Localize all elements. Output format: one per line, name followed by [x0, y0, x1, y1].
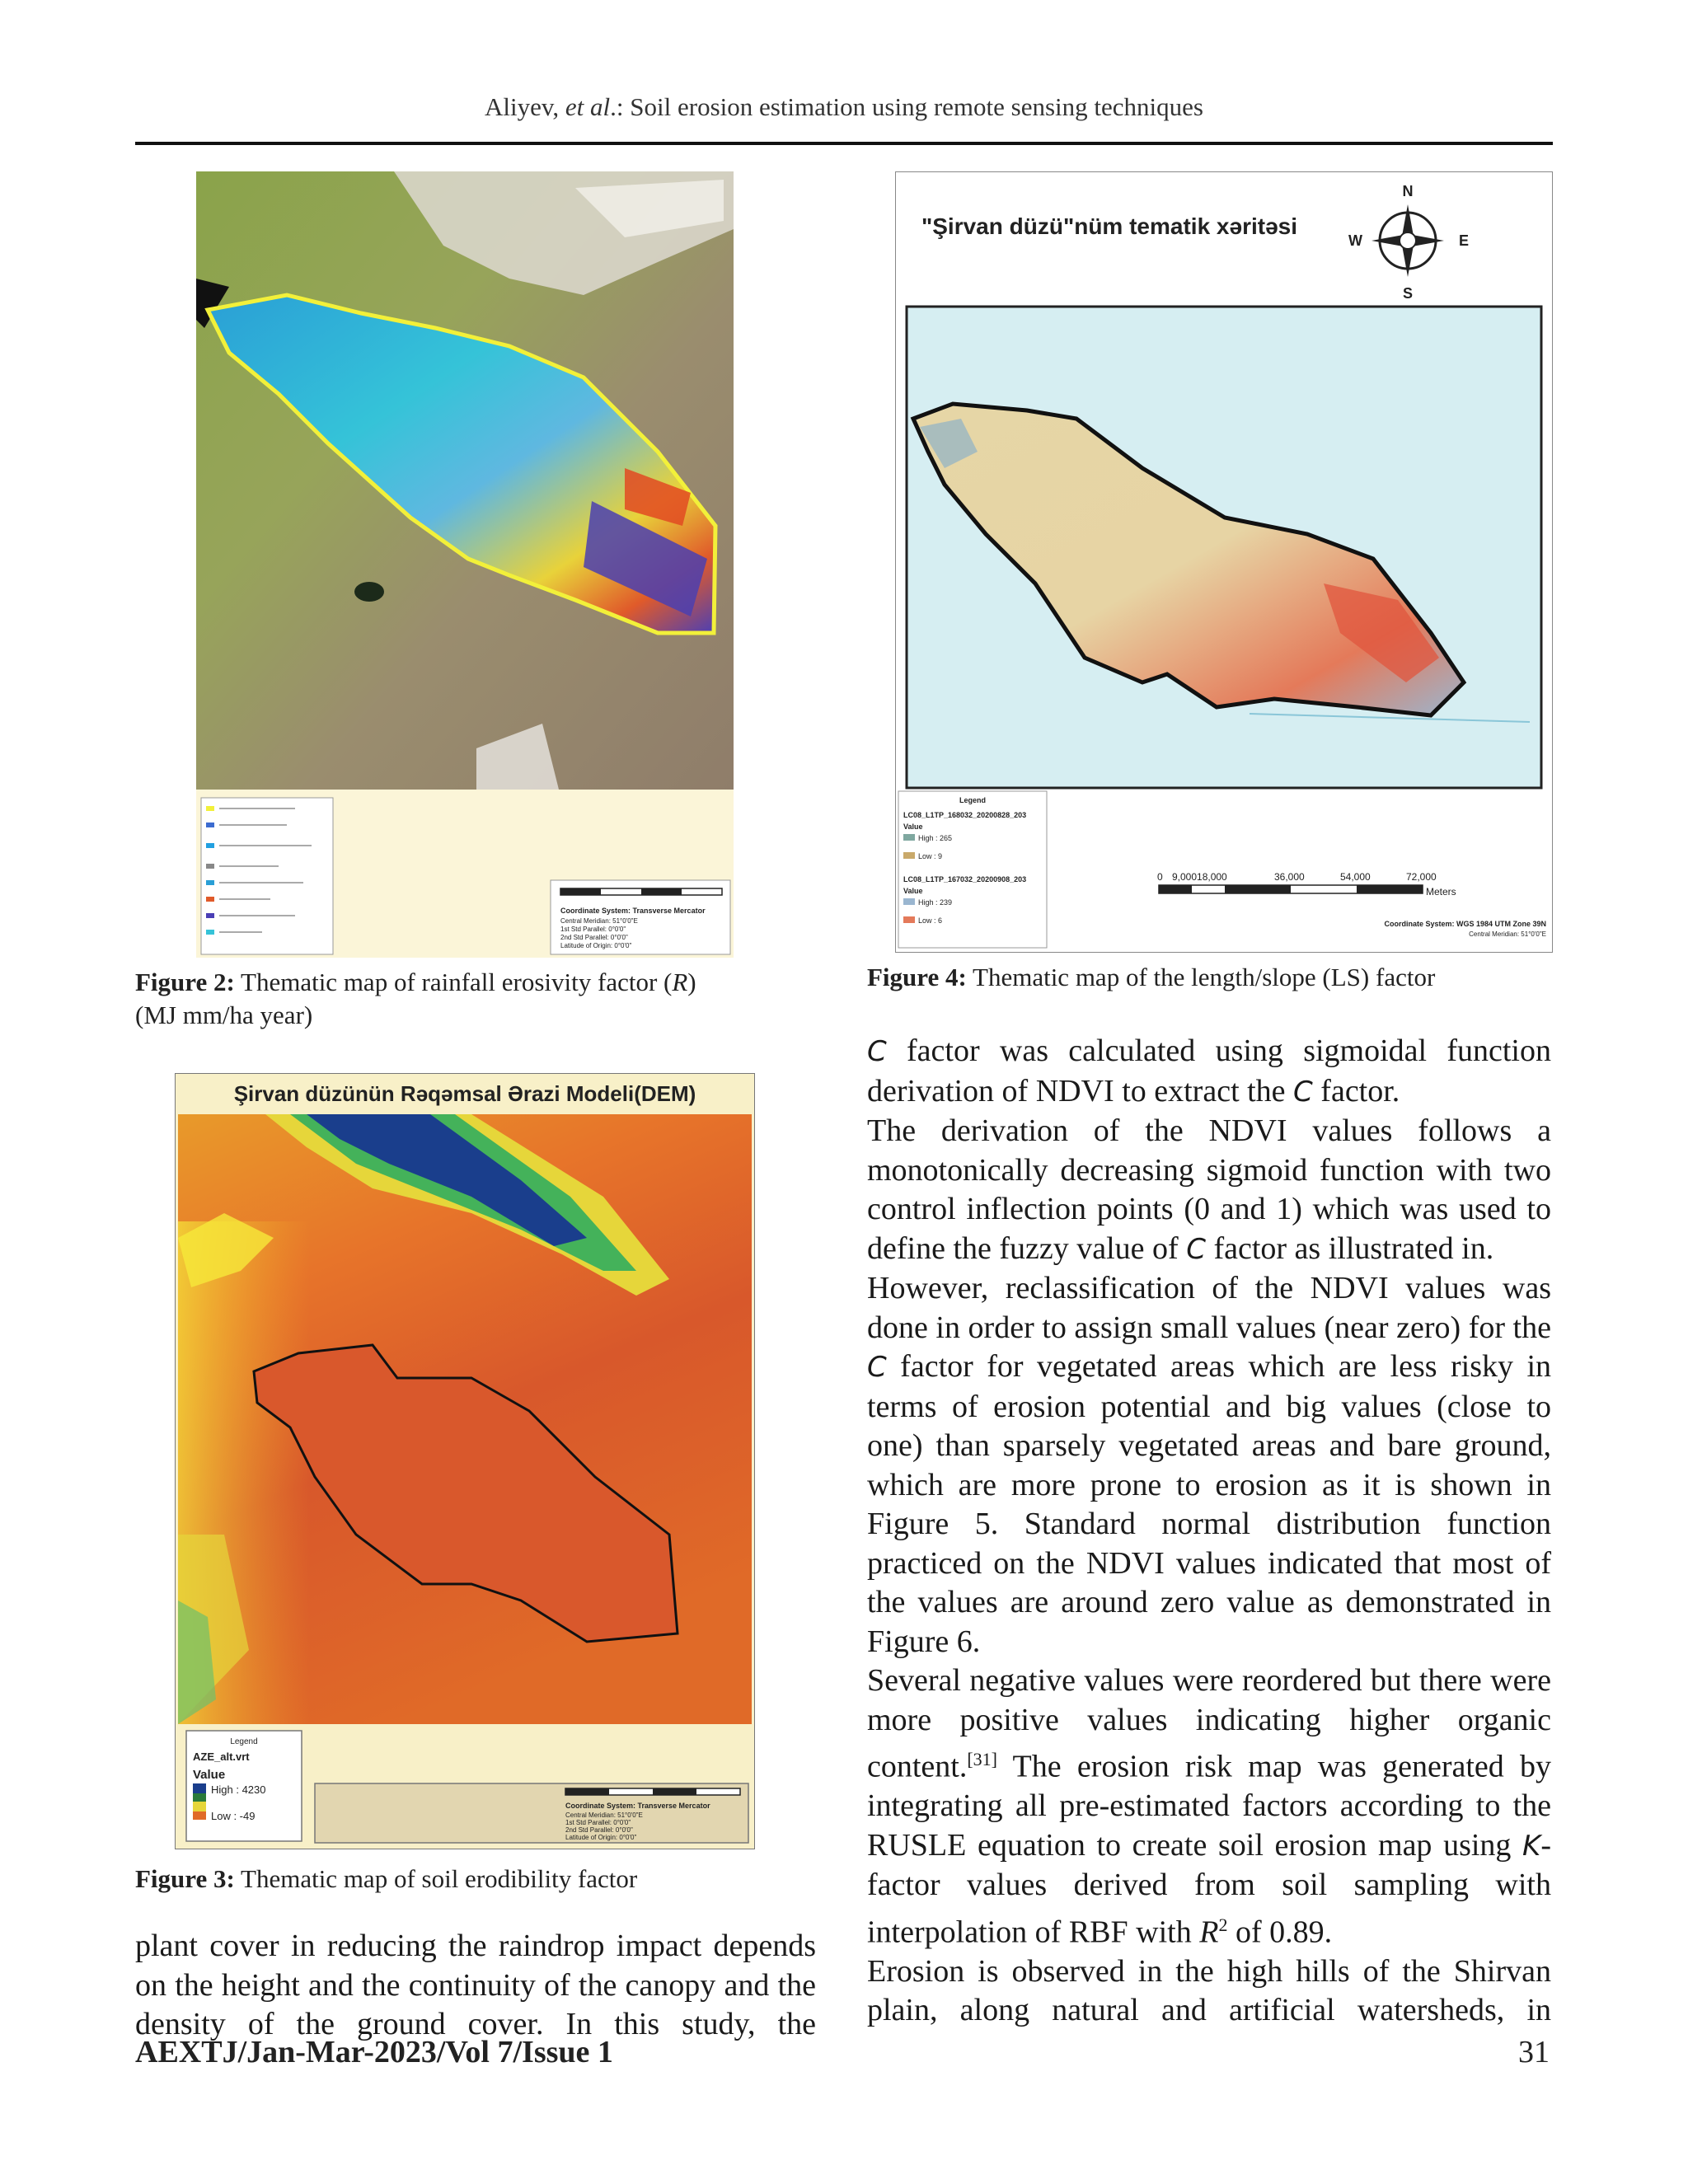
compass-w: W: [1348, 232, 1362, 249]
figure-4-caption: [867, 961, 1551, 994]
figure-4-caption-text: Thematic map of the length/slope (LS) factor: [966, 963, 1436, 991]
figure-3-map: [175, 1073, 755, 1849]
compass-e: E: [1459, 232, 1470, 249]
figure-3-legend-title: Legend: [230, 1737, 258, 1746]
paragraph-text: factor as illustrated in.: [1205, 1230, 1494, 1266]
figure-4-legend-layer: LC08_L1TP_167032_20200908_203: [903, 875, 1027, 883]
figure-2-caption-units: (MJ mm/ha year): [135, 1001, 313, 1029]
scale-label: 54,000: [1340, 871, 1371, 883]
figure-2-caption: [135, 966, 745, 1032]
paragraph-text: of 0.89.: [1227, 1915, 1333, 1950]
right-column-text: [867, 1032, 1551, 2031]
figure-4-map-title: "Şirvan düzü"nüm tematik xəritəsi: [921, 213, 1298, 239]
citation-ref: [31]: [967, 1749, 998, 1769]
math-var: C: [867, 1351, 887, 1384]
right-paragraph-2: [867, 1112, 1551, 1269]
header-rule: [135, 142, 1553, 145]
compass-s: S: [1402, 285, 1414, 302]
figure-2-coord-line: 2nd Std Parallel: 0°0'0": [560, 934, 628, 941]
paragraph-text: The derivation of the NDVI values follows a monotonically decreasing sigmoid function with two control inflection points (0 and 1) which was used to define the fuzzy value of: [867, 1113, 1551, 1266]
scale-label: 72,000: [1406, 871, 1437, 883]
scale-label: 9,00018,000: [1172, 871, 1227, 883]
figure-3-label: Figure 3:: [135, 1864, 235, 1893]
figure-4-legend-high: High : 239: [918, 898, 953, 907]
figure-3-legend-high: High : 4230: [211, 1783, 266, 1796]
figure-4-coord-line: Central Meridian: 51°0'0"E: [1469, 930, 1546, 938]
figure-4-label: Figure 4:: [867, 963, 967, 991]
figure-2-coord-line: Latitude of Origin: 0°0'0": [560, 942, 632, 949]
figure-2-coord-line: 1st Std Parallel: 0°0'0": [560, 926, 626, 933]
scale-unit: Meters: [1426, 886, 1456, 898]
figure-4-map: [895, 171, 1553, 953]
figure-3-legend-layer: AZE_alt.vrt: [193, 1750, 250, 1763]
right-paragraph-5: Erosion is observed in the high hills of the Shirvan plain, along natural and artificial watersheds, in: [867, 1953, 1551, 2028]
right-paragraph-3: [867, 1269, 1551, 1661]
figure-4-legend-value: Value: [903, 887, 923, 895]
paragraph-text: factor for vegetated areas which are less risky in terms of erosion potential and big values (close to one) than sparsely vegetated areas and bare ground, which are more prone to erosion as it is shown in Figure 5. Standard normal distribution function practiced on the NDVI values indicated that most of the values are around zero value as demonstrated in Figure 6.: [867, 1349, 1551, 1659]
superscript: 2: [1218, 1914, 1228, 1935]
figure-2-coord-title: Coordinate System: Transverse Mercator: [560, 907, 706, 915]
figure-3-coord-line: Central Meridian: 51°0'0"E: [565, 1811, 643, 1819]
figure-3-coord-line: 1st Std Parallel: 0°0'0": [565, 1819, 631, 1826]
math-var: C: [867, 1035, 887, 1068]
left-column-text: [135, 1927, 816, 2045]
figure-4-legend-value: Value: [903, 823, 923, 831]
running-head-title: .: Soil erosion estimation using remote sensing techniques: [610, 92, 1203, 121]
running-head-author: Aliyev,: [485, 92, 565, 121]
figure-3-coord-line: Latitude of Origin: 0°0'0": [565, 1834, 637, 1841]
figure-4-legend-low: Low : 6: [918, 916, 943, 925]
page-number: 31: [1518, 2035, 1550, 2069]
figure-3-coord-title: Coordinate System: Transverse Mercator: [565, 1802, 710, 1810]
figure-3-caption: [135, 1863, 762, 1896]
figure-2-label: Figure 2:: [135, 968, 235, 996]
paragraph-text: However, reclassification of the NDVI values was done in order to assign small values (near zero) for the: [867, 1271, 1551, 1345]
figure-2-caption-text: Thematic map of rainfall erosivity factor (: [234, 968, 673, 996]
math-var: R: [1199, 1915, 1219, 1950]
figure-4-legend-title: Legend: [959, 796, 987, 804]
right-paragraph-4: [867, 1661, 1551, 1952]
paragraph-text: factor was calculated using sigmoidal function derivation of NDVI to extract the: [867, 1033, 1551, 1108]
figure-3-legend-low: Low : -49: [211, 1810, 256, 1822]
figure-4-coord-line: Coordinate System: WGS 1984 UTM Zone 39N: [1384, 920, 1546, 928]
journal-footer: AEXTJ/Jan-Mar-2023/Vol 7/Issue 1: [135, 2035, 613, 2069]
figure-3-legend-value: Value: [193, 1768, 226, 1782]
math-var: C: [1293, 1075, 1313, 1108]
figure-2-coord-line: Central Meridian: 51°0'0"E: [560, 917, 638, 925]
right-paragraph-1: [867, 1032, 1551, 1112]
figure-2-image: [196, 171, 734, 958]
figure-3-caption-text: Thematic map of soil erodibility factor: [234, 1864, 638, 1893]
figure-2-caption-text: ): [687, 968, 696, 996]
figure-3-coord-line: 2nd Std Parallel: 0°0'0": [565, 1826, 633, 1834]
scale-label: 36,000: [1274, 871, 1305, 883]
scale-label: 0: [1157, 871, 1163, 883]
running-head: [0, 92, 1688, 122]
paragraph-text: factor.: [1312, 1073, 1400, 1108]
figure-4-legend-layer: LC08_L1TP_168032_20200828_203: [903, 811, 1027, 819]
compass-n: N: [1402, 183, 1414, 199]
figure-3-map-title: Şirvan düzünün Rəqəmsal Ərazi Modeli(DEM): [233, 1081, 696, 1106]
math-var: K: [1522, 1829, 1541, 1863]
figure-3-image: [175, 1073, 755, 1849]
paragraph-text: Several negative values were reordered but there were more positive values indicating higher organic content.: [867, 1663, 1551, 1784]
figure-2-map: [196, 171, 734, 958]
figure-4-legend-low: Low : 9: [918, 852, 943, 860]
paragraph-text: -factor values derived from soil sampling with interpolation of RBF with: [867, 1827, 1551, 1950]
figure-4-image: [895, 171, 1553, 953]
left-paragraph: plant cover in reducing the raindrop impact depends on the height and the continuity of the canopy and the density of the ground cover. In this study, the: [135, 1929, 816, 2041]
figure-2-caption-var: R: [672, 968, 688, 996]
figure-4-legend-high: High : 265: [918, 834, 953, 842]
paragraph-text: The erosion risk map was generated by integrating all pre-estimated factors according to the RUSLE equation to create soil erosion map using: [867, 1749, 1551, 1863]
math-var: C: [1186, 1232, 1206, 1266]
running-head-etal: et al: [565, 92, 611, 121]
